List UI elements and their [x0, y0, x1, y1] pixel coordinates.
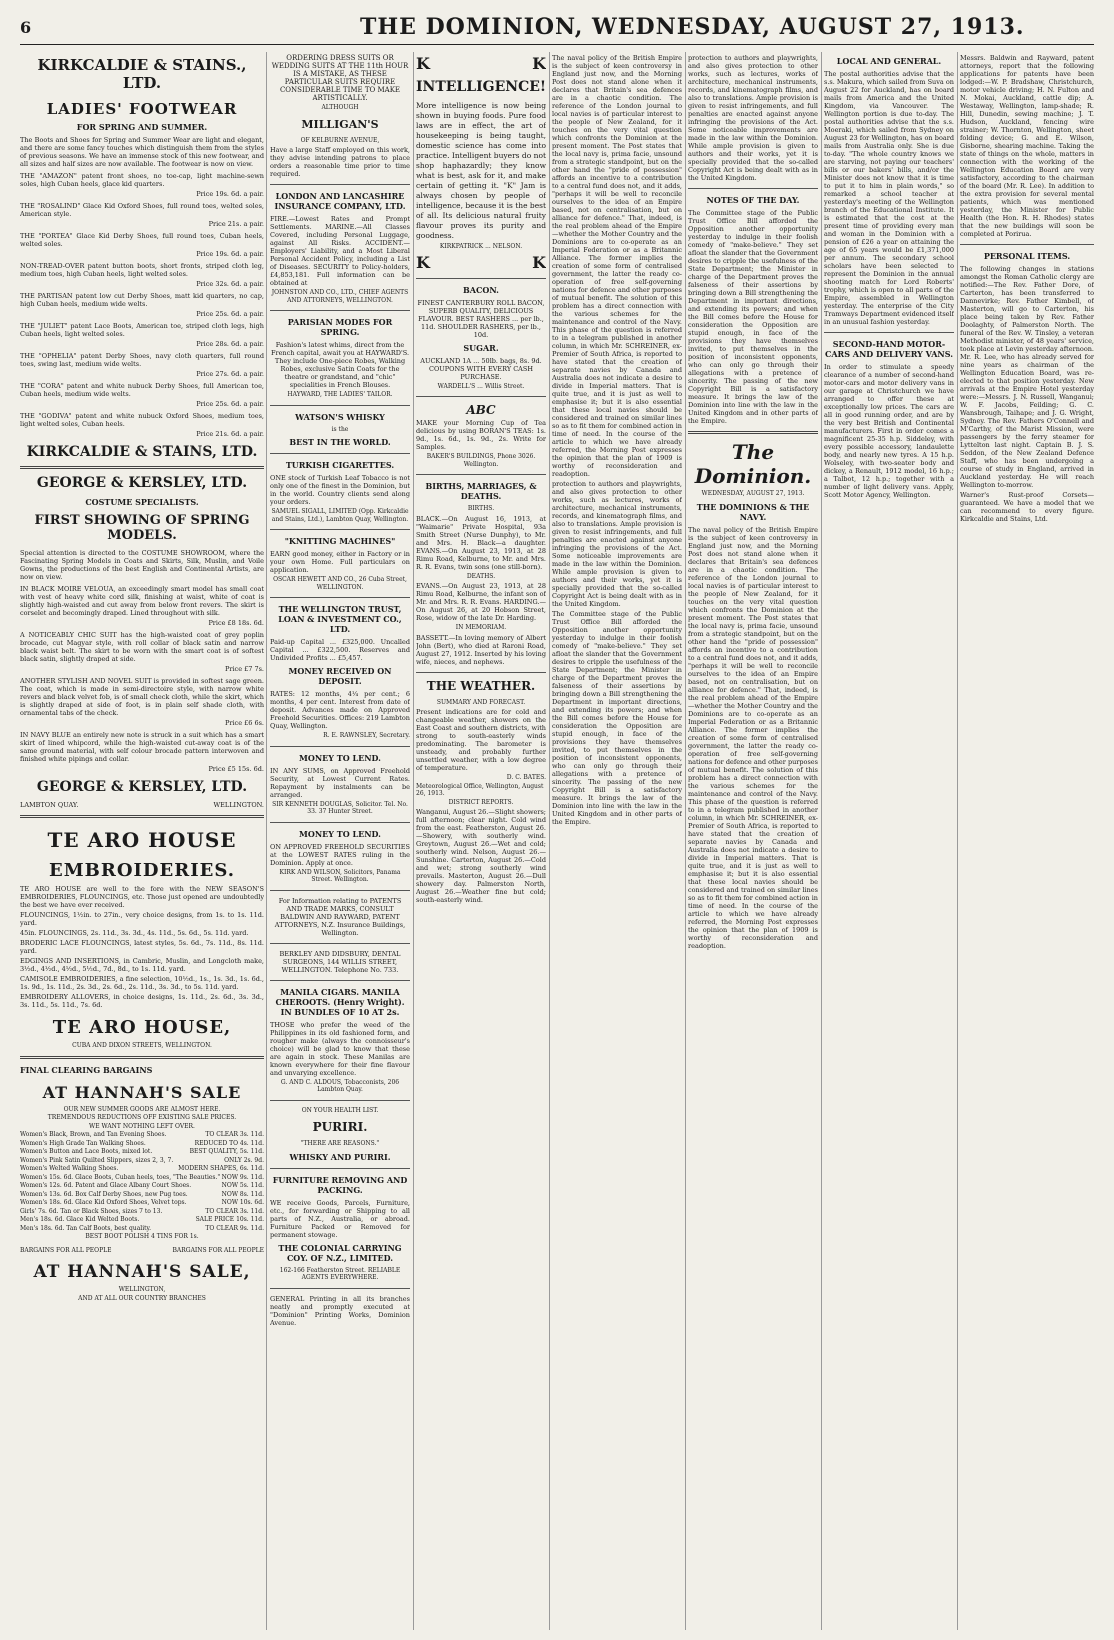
rule: [20, 466, 264, 469]
health-line: ON YOUR HEALTH LIST.: [301, 1106, 379, 1114]
sale-item: Women's 15s. 6d. Glace Boots, Cuban heels, toes, "The Beauties." NOW 9s. 11d.: [20, 1173, 264, 1181]
te-aro-intro: TE ARO HOUSE are well to the fore with the NEW SEASON'S EMBROIDERIES, FLOUNCINGS, etc. Those just opened are undoubtedly the best we have ever received.: [20, 885, 264, 909]
deaths-heading: DEATHS.: [466, 572, 496, 580]
memoriam-heading: IN MEMORIAM.: [455, 624, 507, 631]
advertising-column: [20, 52, 264, 1630]
parisian-body: Fashion's latest whims, direct from the French capital, await you at HAYWARD'S. They include One-piece Robes, Walking Robes, exclusive Satin Coats for the theatre or grandstand, and "chic" specialities in French Blouses.: [270, 341, 410, 389]
district-body: Wanganui, August 26.—Slight showers; full afternoon; clear night. Cold wind from the east. Featherston, August 26.—Showery, with southerly wind. Greytown, August 26.—Wet and cold; southerly wind. Nelson, August 26.—Sunshine. Carterton, August 26.—Cold and wet; strong southerly wind prevails. Masterton, August 26.—Dull showery day. Palmerston North, August 26.—Weather fine but cold; south-easterly wind.: [416, 808, 546, 904]
news-column: [552, 52, 682, 1630]
rule: [688, 188, 818, 189]
embroidery-item: CAMISOLE EMBROIDERIES, a fine selection, 10½d., 1s., 1s. 3d., 1s. 6d., 1s. 9d., 1s. 11d., 2s. 3d., 2s. 6d., 2s. 11d., 3s. 3d., to 5s. 11d. yard.: [20, 975, 264, 991]
hannah-sub: WE WANT NOTHING LEFT OVER.: [89, 1122, 195, 1130]
rule: [270, 405, 410, 406]
rawnsley-name: R. E. RAWNSLEY, Secretary.: [323, 732, 410, 739]
motor-heading: SECOND-HAND MOTOR-CARS AND DELIVERY VANS.: [824, 339, 953, 359]
george-kersley-footer: GEORGE & KERSLEY, LTD.: [36, 779, 248, 795]
bmd-heading: BIRTHS, MARRIAGES, & DEATHS.: [425, 481, 537, 501]
column-divider: [549, 52, 550, 1630]
personal-body: The following changes in stations amongst the Roman Catholic clergy are notified:—The Rev. Father Dore, of Carterton, has been transferred to Dannevirke; Rev. Father Kimbell, of Masterton, will go to Carterton, his place being taken by Rev. Father Doolaghty, of Palmerston North. The funeral of the Rev. W. Tinsley, a veteran Methodist minister, of 48 years' service, took place at Levin yesterday afternoon. Mr. R. Lee, who has already served for nine years as chairman of the Wellington Education Board, was re-elected to that position yesterday. New arrivals at the Empire Hotel yesterday were:—Messrs. J. N. Russell, Wanganui; W. F. Jacobs, Feilding; G. C. Wansbrough, Taihape; and J. G. Wright, Sydney. The Rev. Fathers O'Connell and M'Carthy, of the Marist Mission, were passengers by the ferry steamer for Lyttelton last night. Captain B. J. S. Seddon, of the New Zealand Defence Staff, who has been undergoing a course of study in England, arrived in Auckland yesterday. He will reach Wellington to-morrow.: [960, 265, 1094, 489]
page-number: 6: [20, 18, 32, 37]
hannah-sub: OUR NEW SUMMER GOODS ARE ALMOST HERE.: [63, 1105, 221, 1113]
editorial-column: [688, 52, 818, 1630]
shoe-item: THE "JULIET" patent Lace Boots, American toe, striped cloth legs, high Cuban heels, light welted soles. Price 28s. 6d. a pair.: [20, 322, 264, 348]
sugar-body: AUCKLAND 1A ... 50lb. bags, 8s. 9d. COUPONS WITH EVERY CASH PURCHASE.: [420, 356, 542, 381]
embroidery-item: 45in. FLOUNCINGS, 2s. 11d., 3s. 3d., 4s. 11d., 5s. 6d., 5s. 11d. yard.: [20, 929, 249, 937]
rule: [688, 431, 818, 434]
bacon-body: FINEST CANTERBURY ROLL BACON, SUPERB QUALITY, DELICIOUS FLAVOUR. BEST RASHERS ... per lb., 11d. SHOULDER RASHERS, per lb., 10d.: [417, 298, 545, 339]
watson-best: BEST IN THE WORLD.: [289, 437, 391, 447]
manila-body: THOSE who prefer the weed of the Philippines in its old fashioned form, and rougher make (always the connoisseur's choice) will be glad to know that these are again in stock. These Manilas are known everywhere for their fine flavour and unvarying excellence.: [270, 1020, 410, 1077]
rule: [270, 529, 410, 530]
notes-body: The Committee stage of the Public Trust Office Bill afforded the Opposition another opportunity yesterday to indulge in their foolish comedy of "make-believe." They set afloat the slander that the Government desires to cripple the usefulness of the State Department; the Minister in charge of the Department proves the falseness of their assertions by bringing down a Bill strengthening the Department in important directions, and extending its powers; and when the Bill comes before the House for consideration the Opposition are stupid enough, in face of the provisions they have themselves invited, to put themselves in the position of inconsistent opponents, who can only go through their allegations with a pretence of sincerity. The passing of the new Copyright Bill is a satisfactory measure. It brings the law of the Dominion into line with the law in the United Kingdom and in other parts of the Empire.: [688, 209, 818, 425]
hannah-city: WELLINGTON,: [118, 1286, 166, 1293]
hewett-name: OSCAR HEWETT AND CO., 26 Cuba Street, WELLINGTON.: [273, 576, 407, 591]
embroidery-item: EDGINGS AND INSERTIONS, in Cambric, Muslin, and Longcloth make, 3½d., 4½d., 4½d., 5½d., 7d., 8d., to 1s. 11d. yard.: [20, 957, 264, 973]
whisky-puriri: WHISKY AND PURIRI.: [289, 1151, 391, 1162]
shoe-item: THE "GODIVA" patent and white nubuck Oxford Shoes, medium toes, light welted soles, Cuban heels. Price 21s. 6d. a pair.: [20, 412, 264, 438]
bacon-heading: BACON.: [463, 284, 499, 295]
patents-ad: For Information relating to PATENTS AND TRADE MARKS, CONSULT BALDWIN AND RAYWARD, PATENT ATTORNEYS, N.Z. Insurance Buildings, Wellington.: [274, 896, 406, 937]
trust-heading: THE WELLINGTON TRUST, LOAN & INVESTMENT CO., LTD.: [278, 604, 402, 634]
ladies-footwear-heading: LADIES' FOOTWEAR: [46, 100, 238, 118]
first-showing-heading: FIRST SHOWING OF SPRING MODELS.: [34, 513, 250, 543]
tea-body: MAKE your Morning Cup of Tea delicious by using BORAN'S TEAS: 1s. 9d., 1s. 6d., 1s. 9d., 2s. Write for Samples.: [416, 419, 546, 451]
personal-heading: PERSONAL ITEMS.: [983, 251, 1071, 261]
rule: [270, 310, 410, 311]
embroidery-item: EMBROIDERY ALLOVERS, in choice designs, 1s. 11d., 2s. 6d., 3s. 3d., 3s. 11d., 5s. 11d., 7s. 6d.: [20, 993, 264, 1009]
column-divider: [413, 52, 414, 1630]
rule: [416, 396, 546, 397]
classified-column: [270, 52, 410, 1630]
births-heading: BIRTHS.: [467, 505, 495, 512]
aldous-name: G. AND C. ALDOUS, Tobacconists, 206 Lambton Quay.: [280, 1078, 400, 1093]
shoe-item: NON-TREAD-OVER patent button boots, short fronts, striped cloth leg, medium toes, high Cuban heels, light welted soles. Price 32s. 6d. a pair.: [20, 262, 264, 288]
jam-ad-column: [416, 52, 546, 1630]
rule: [416, 474, 546, 475]
meteo-office: Meteorological Office, Wellington, August 26, 1913.: [416, 782, 544, 797]
k-brand-row: K K: [416, 252, 546, 272]
wardell-name: WARDELL'S ... Willis Street.: [437, 382, 525, 390]
money-body: IN ANY SUMS, on Approved Freehold Security, at Lowest Current Rates. Repayment by instalments can be arranged.: [270, 766, 410, 799]
deaths-body: EVANS.—On August 23, 1913, at 28 Rimu Road, Kelburne, the infant son of Mr. and Mrs. R. R. Evans. HARDING.—On August 26, at 20 Hobson Street, Rose, widow of the late Dr. Harding.: [416, 582, 546, 622]
news-text: The Committee stage of the Public Trust Office Bill afforded the Opposition another opportunity yesterday to indulge in their foolish comedy of "make-believe." They set afloat the slander that the Government desires to cripple the usefulness of the State Department; the Minister in charge of the Department proves the falseness of their assertions by bringing down a Bill strengthening the Department in important directions, and extending its powers; and when the Bill comes before the House for consideration the Opposition are stupid enough, in face of the provisions they have themselves invited, to put themselves in the position of inconsistent opponents, who can only go through their allegations with a pretence of sincerity. The passing of the new Copyright Bill is a satisfactory measure. It brings the law of the Dominion into line with the law in the United Kingdom and in other parts of the Empire.: [552, 610, 682, 826]
trust-body: Paid-up Capital ... £325,000. Uncalled Capital ... £322,500. Reserves and Undivided Profits ... £5,457.: [270, 638, 410, 662]
leader-heading: THE DOMINIONS & THE NAVY.: [696, 501, 810, 522]
puriri-heading: PURIRI.: [312, 1120, 368, 1134]
column-divider: [685, 52, 686, 1630]
births-body: BLACK.—On August 16, 1913, at "Waimarie" Private Hospital, 93a Smith Street (Nurse Dunphy), to Mr. and Mrs. H. Black—a daughter. EVANS.—On August 23, 1913, at 28 Rimu Road, Kelburne, to Mr. and Mrs. R. R. Evans, twin sons (one still-born).: [416, 514, 546, 571]
dominion-date: WEDNESDAY, AUGUST 27, 1913.: [701, 490, 805, 497]
kirkpatrick-nelson: KIRKPATRICK ... NELSON.: [439, 243, 523, 250]
sale-item: Women's 13s. 6d. Box Calf Derby Shoes, new Pug toes. NOW 8s. 11d.: [20, 1190, 264, 1198]
milligan-ad: ORDERING DRESS SUITS OR WEDDING SUITS AT THE 11th HOUR IS A MISTAKE, AS THESE PARTICULAR SUITS REQUIRE CONSIDERABLE TIME TO MAKE ARTISTICALLY.: [271, 54, 409, 102]
te-aro-footer: TE ARO HOUSE,: [52, 1017, 232, 1038]
rule: [270, 980, 410, 981]
shoe-item: THE "OPHELIA" patent Derby Shoes, navy cloth quarters, full round toes, swing last, medium wide welts. Price 27s. 6d. a pair.: [20, 352, 264, 378]
sale-item: Women's Black, Brown, and Tan Evening Shoes. TO CLEAR 3s. 11d.: [20, 1131, 264, 1138]
milligan-name: MILLIGAN'S: [301, 117, 379, 131]
knitting-heading: "KNITTING MACHINES": [284, 536, 396, 546]
watson-is: is the: [331, 425, 349, 433]
embroidery-item: FLOUNCINGS, 1½in. to 27in., very choice designs, from 1s. to 1s. 11d. yard.: [20, 911, 264, 927]
london-agents: JOHNSTON AND CO., LTD., CHIEF AGENTS AND ATTORNEYS, WELLINGTON.: [271, 289, 409, 304]
sale-item: Girls' 7s. 6d. Tan or Black Shoes, sizes 7 to 13. TO CLEAR 3s. 11d.: [20, 1207, 264, 1215]
footwear-intro: The Boots and Shoes for Spring and Summer Wear are light and elegant, and there are some fancy touches which distinguish them from the styles of previous seasons. We have an immense stock of this new footwear, and all sizes and half sizes are now available. The footwear is now on view.: [20, 136, 264, 168]
rule: [824, 332, 954, 333]
weather-heading: THE WEATHER.: [426, 678, 536, 693]
colonial-body: 162-166 Featherston Street. RELIABLE AGENTS EVERYWHERE.: [279, 1266, 401, 1281]
rule: [20, 815, 264, 818]
embroidery-item: BRODERIC LACE FLOUNCINGS, latest styles, 5s. 6d., 7s. 11d., 8s. 11d. yard.: [20, 939, 264, 955]
local-general-column: [824, 52, 954, 1630]
turkish-heading: TURKISH CIGARETTES.: [285, 460, 395, 470]
spring-summer-subheading: FOR SPRING AND SUMMER.: [76, 122, 208, 132]
tea-logo-icon: ABC: [466, 403, 496, 417]
boot-polish-line: BEST BOOT POLISH 4 TINS FOR 1s.: [85, 1233, 199, 1240]
memoriam-body: BASSETT.—In loving memory of Albert John (Bert), who died at Raroni Road, August 27, 1912. Inserted by his loving wife, nieces, and nephews.: [416, 633, 546, 666]
george-kersley-heading: GEORGE & KERSLEY, LTD.: [36, 475, 248, 491]
intelligence-heading: INTELLIGENCE!: [416, 79, 546, 95]
gown-item: A NOTICEABLY CHIC SUIT has the high-waisted coat of grey poplin brocade, cut Magyar style, with roll collar of black satin and narrow black waist belt. The skirt to be worn with the smart coat is of softest black satin, slightly draped at side. Price £7 7s.: [20, 631, 264, 673]
printing-ad: GENERAL Printing in all its branches neatly and promptly executed at "Dominion" Printing Works, Dominion Avenue.: [270, 1294, 410, 1327]
milligan-although: ALTHOUGH: [321, 104, 359, 111]
money-heading: MONEY TO LEND.: [299, 752, 381, 763]
header-rule: [20, 44, 1094, 45]
te-aro-address: CUBA AND DIXON STREETS, WELLINGTON.: [72, 1042, 212, 1049]
berkley-ad: BERKLEY AND DIDSBURY, DENTAL SURGEONS, 144 WILLIS STREET, WELLINGTON. Telephone No. 733.: [279, 949, 401, 974]
money-heading: MONEY TO LEND.: [299, 828, 381, 839]
motor-body: In order to stimulate a speedy clearance of a number of second-hand motor-cars and motor delivery vans in our garage at Christchurch we have arranged to offer these at exceptionally low prices. The cars are all in good running order, and are by the very best British and Continental manufacturers. First in order comes a magnificent 25-35 h.p. Siddeley, with every possible accessory, landaulette body, and nearly new tyres. A 15 h.p. Wolseley, with two-seater body and dickey, a Renault, 1912 model, 16 h.p.; a Talbot, 12 h.p.; together with a number of light delivery vans. Apply, Scott Motor Agency, Wellington.: [824, 363, 954, 499]
local-body: The postal authorities advise that the s.s. Makura, which sailed from Suva on August 22 for Auckland, has on board mails from America and the United Kingdom, via Vancouver. The Wellington portion is due to-day. The postal authorities advise that the s.s. Moeraki, which sailed from Sydney on August 23 for Wellington, has on board mails from Australia only. She is due to-day. "The whole country knows we are starving, not paying our teachers' bills or our bakers' bills, and/or the Minister does not know that it is time to put it to him in plain words," so remarked a school teacher at yesterday's meeting of the Wellington branch of the Educational Institute. It is estimated that the cost at the present time of providing every man and woman in the Dominion with a pension of £26 a year on attaining the age of 65 years would be £1,371,000 per annum. The secondary school scholars have been selected to represent the Dominion in the annual shooting match for Lord Roberts' trophy, which is open to all parts of the Empire, assembled in Wellington yesterday. The enterprise of the City Tramways Department evidenced itself in an unusual fashion yesterday.: [824, 70, 954, 326]
gown-item: ANOTHER STYLISH AND NOVEL SUIT is provided in softest sage green. The coat, which is made in semi-directoire style, with narrow white revers and black velvet fob, is of small check cloth, while the skirt, which is slightly draped at side of foot, is in plain self shade cloth, with ornamental tabs of the check. Price £6 6s.: [20, 677, 264, 727]
costume-subheading: COSTUME SPECIALISTS.: [85, 497, 199, 507]
personal-column: [960, 52, 1094, 1630]
final-bargains-heading: FINAL CLEARING BARGAINS: [20, 1064, 153, 1075]
sale-item: Women's 12s. 6d. Patent and Glace Albany Court Shoes. NOW 5s. 11d.: [20, 1182, 264, 1189]
district-heading: DISTRICT REPORTS.: [448, 798, 514, 806]
douglas-name: SIR KENNETH DOUGLAS, Solicitor. Tel. No. 33. 37 Hunter Street.: [272, 800, 408, 815]
rule: [270, 1100, 410, 1101]
column-divider: [957, 52, 958, 1630]
rule: [270, 1288, 410, 1289]
rule: [270, 453, 410, 454]
sigall-name: SAMUEL SIGALL, LIMITED (Opp. Kirkcaldie and Stains, Ltd.), Lambton Quay, Wellington.: [271, 508, 409, 523]
money-body: ON APPROVED FREEHOLD SECURITIES at the LOWEST RATES ruling in the Dominion. Apply at once.: [270, 842, 410, 867]
parisian-heading: PARISIAN MODES FOR SPRING.: [287, 317, 393, 337]
london-heading: LONDON AND LANCASHIRE INSURANCE COMPANY, LTD.: [274, 191, 406, 211]
rule: [270, 1168, 410, 1169]
deposit-heading: MONEY RECEIVED ON DEPOSIT.: [288, 666, 392, 686]
shoe-item: THE "AMAZON" patent front shoes, no toe-cap, light machine-sewn soles, high Cuban heels, glace kid quarters. Price 19s. 6d. a pair.: [20, 172, 264, 198]
editorial-text: protection to authors and playwrights, and also gives protection to other works, such as lectures, works of architecture, mechanical instruments, records, and kinematograph films, and also to translations. Ample provision is given to resist infringements, and full penalties are enacted against anyone infringing the provisions of the Act. Some noticeable improvements are made in the law within the Dominion. While ample provision is given to authors and their works, yet it is specially provided that the so-called Copyright Act is being dealt with as in the United Kingdom.: [688, 54, 818, 182]
rule: [270, 890, 410, 891]
rule: [270, 597, 410, 598]
watson-heading: WATSON'S WHISKY: [295, 411, 385, 422]
reasons-line: "THERE ARE REASONS.": [300, 1140, 380, 1147]
baker-name: BAKER'S BUILDINGS, Phone 3026. Wellington.: [426, 453, 536, 468]
rule: [416, 278, 546, 279]
notes-heading: NOTES OF THE DAY.: [706, 195, 800, 205]
hannah-footer: AT HANNAH'S SALE,: [33, 1262, 251, 1282]
warners-ad: Warner's Rust-proof Corsets—guaranteed. We have a model that we can recommend to every figure. Kirkcaldie and Stains, Ltd.: [960, 491, 1094, 523]
weather-body: Present indications are for cold and changeable weather, showers on the East Coast and southern districts, with strong to south-easterly winds predominating. The barometer is unsteady, and probably further unsettled weather, with a low degree of temperature.: [416, 708, 546, 772]
milligan-address: OF KELBURNE AVENUE,: [300, 136, 380, 144]
gown-item: IN BLACK MOIRE VELOUA, an exceedingly smart model has small coat with vest of heavy white cord silk, finishing at waist, white of coat is slightly high-waisted and cut away from below front revers. The skirt is corselet and becomingly draped. Lined throughout with silk. Price £8 18s. 6d.: [20, 585, 264, 627]
embroideries-heading: EMBROIDERIES.: [49, 860, 235, 881]
rule: [270, 943, 410, 944]
bargains-line: BARGAINS FOR ALL PEOPLE BARGAINS FOR ALL PEOPLE: [20, 1246, 264, 1254]
sale-item: Women's 18s. 6d. Glace Kid Oxford Shoes, Velvet tops. NOW 10s. 6d.: [20, 1199, 264, 1206]
news-text: The naval policy of the British Empire is the subject of keen controversy in England just now, and the Morning Post does not stand alone when it declares that Britain's sea defences are in a chaotic condition. The reference of the London journal to local navies is of particular interest to the people of New Zealand, for it touches on the very vital question which confronts the Dominion at the present moment. The Post states that the local navy is, prima facie, unsound from a strategic standpoint, but on the other hand the "pride of possession" affords an incentive to a contribution to a central fund does not, and it adds, "perhaps it will be well to reconcile ourselves to the idea of an Empire based, not on centralisation, but on alliance for defence." That, indeed, is the real problem ahead of the Empire—whether the Mother Country and the Dominions are to co-operate as an Imperial Federation or as a Britannic Alliance. The former implies the creation of some form of centralised government, the latter the ready co-operation of free self-governing nations for defence and other purposes of mutual benefit. The solution of this problem has a direct connection with the various schemes for the maintenance and control of the Navy. This phase of the question is referred to in a telegram published in another column, in which Mr. SCHREINER, ex-Premier of South Africa, is reported to have stated that the creation of separate navies by Canada and Australia does not indicate a desire to divide in Imperial matters. That is quite true, and it is just as well to emphasise it; but it is also essential that these local navies should be considered and trained on similar lines so as to fit them for combined action in time of need. In the course of the article to which we have already referred, the Morning Post expresses the opinion that the plan of 1909 is worthy of reconsideration and readoption.: [552, 54, 682, 478]
knitting-body: EARN good money, either in Factory or in your own Home. Full particulars on application.: [270, 550, 410, 574]
london-body: FIRE.—Lowest Rates and Prompt Settlements. MARINE.—All Classes Covered, including Personal Luggage, against All Risks. ACCIDENT.—Employers' Liability, and a Most Liberal Personal Accident Policy, including a List of Diseases. SECURITY to Policy-holders, £4,853,181. Full information can be obtained at: [270, 215, 410, 287]
hayward-name: HAYWARD, THE LADIES' TAILOR.: [287, 391, 393, 398]
manila-heading: MANILA CIGARS. MANILA CHEROOTS. (Henry Wright). IN BUNDLES OF 10 AT 2s.: [275, 986, 405, 1017]
shoe-item: THE "CORA" patent and white nubuck Derby Shoes, full American toe, Cuban heels, medium wide welts. Price 25s. 6d. a pair.: [20, 382, 264, 408]
sale-item: Women's High Grade Tan Walking Shoes. REDUCED TO 4s. 11d.: [20, 1139, 264, 1147]
kirk-wilson-name: KIRK AND WILSON, Solicitors, Panama Street. Wellington.: [279, 868, 401, 883]
rule: [960, 244, 1094, 245]
furniture-heading: FURNITURE REMOVING AND PACKING.: [272, 1174, 408, 1195]
gk-intro: Special attention is directed to the COSTUME SHOWROOM, where the Fascinating Spring Models in Coats and Skirts, Silk, Muslin, and Voile Gowns, the productions of the best English and Continental Artists, are now on view.: [20, 549, 264, 581]
rule: [270, 746, 410, 747]
column-divider: [266, 52, 267, 1630]
deposit-body: RATES: 12 months, 4¼ per cent.; 6 months, 4 per cent. Interest from date of deposit. Advances made on Approved Freehold Securities. Offices: 219 Lambton Quay, Wellington.: [270, 690, 410, 730]
colonial-name: THE COLONIAL CARRYING COY. OF N.Z., LIMITED.: [278, 1242, 402, 1263]
hannah-sub: TREMENDOUS REDUCTIONS OFF EXISTING SALE PRICES.: [47, 1114, 237, 1121]
sale-item: Men's 18s. 6d. Glace Kid Welted Boots. SALE PRICE 10s. 11d.: [20, 1216, 264, 1223]
kirkcaldie-footer: KIRKCALDIE & STAINS, LTD.: [26, 444, 258, 460]
bates-name: D. C. BATES.: [506, 774, 546, 781]
column-divider: [821, 52, 822, 1630]
te-aro-heading: TE ARO HOUSE: [47, 828, 237, 852]
sale-item: Men's 18s. 6d. Tan Calf Boots, best quality. TO CLEAR 9s. 11d.: [20, 1224, 264, 1232]
sale-item: Women's Button and Lace Boots, mixed lot. BEST QUALITY, 5s. 11d.: [20, 1148, 264, 1155]
page-header: [0, 0, 1114, 44]
rule: [270, 822, 410, 823]
gk-address: LAMBTON QUAY. WELLINGTON.: [20, 801, 264, 809]
dominion-flag: The Dominion.: [694, 440, 812, 488]
milligan-body: Have a large Staff employed on this work, they advise intending patrons to place orders a reasonable time prior to time required.: [270, 146, 410, 178]
turkish-body: ONE stock of Turkish Leaf Tobacco is not only one of the finest in the Dominion, but in the world. Country clients send along your orders.: [270, 474, 410, 506]
sale-item: Women's Pink Satin Quilted Slippers, sizes 2, 3, 7. ONLY 2s. 9d.: [20, 1156, 264, 1164]
gown-item: IN NAVY BLUE an entirely new note is struck in a suit which has a smart skirt of lined whipcord, while the high-waisted cut-away coat is of the same ground material, with self colour brocade pattern interwoven and finished white pipings and collar. Price £5 15s. 6d.: [20, 731, 264, 773]
local-heading: LOCAL AND GENERAL.: [836, 56, 942, 66]
shoe-item: THE "ROSALIND" Glace Kid Oxford Shoes, full round toes, welted soles, American style. Price 21s. a pair.: [20, 202, 264, 228]
rule: [270, 184, 410, 185]
leader-body: The naval policy of the British Empire is the subject of keen controversy in England just now, and the Morning Post does not stand alone when it declares that Britain's sea defences are in a chaotic condition. The reference of the London journal to local navies is of particular interest to the people of New Zealand, for it touches on the very vital question which confronts the Dominion at the present moment. The Post states that the local navy is, prima facie, unsound from a strategic standpoint, but on the other hand the "pride of possession" affords an incentive to a contribution to a central fund does not, and it adds, "perhaps it will be well to reconcile ourselves to the idea of an Empire based, not on centralisation, but on alliance for defence." That, indeed, is the real problem ahead of the Empire—whether the Mother Country and the Dominions are to co-operate as an Imperial Federation or as a Britannic Alliance. The former implies the creation of some form of centralised government, the latter the ready co-operation of free self-governing nations for defence and other purposes of mutual benefit. The solution of this problem has a direct connection with the various schemes for the maintenance and control of the Navy. This phase of the question is referred to in a telegram published in another column, in which Mr. SCHREINER, ex-Premier of South Africa, is reported to have stated that the creation of separate navies by Canada and Australia does not indicate a desire to divide in Imperial matters. That is quite true, and it is just as well to emphasise it; but it is also essential that these local navies should be considered and trained on similar lines so as to fit them for combined action in time of need. In the course of the article to which we have already referred, the Morning Post expresses the opinion that the plan of 1909 is worthy of reconsideration and readoption.: [688, 525, 818, 950]
news-text: protection to authors and playwrights, and also gives protection to other works, such as lectures, works of architecture, mechanical instruments, records, and kinematograph films, and also to translations. Ample provision is given to resist infringements, and full penalties are enacted against anyone infringing the provisions of the Act. Some noticeable improvements are made in the law within the Dominion. While ample provision is given to authors and their works, yet it is specially provided that the so-called Copyright Act is being dealt with as in the United Kingdom.: [552, 480, 682, 608]
kirkcaldie-heading: KIRKCALDIE & STAINS., LTD.: [37, 56, 247, 92]
rule: [416, 672, 546, 673]
furniture-body: WE receive Goods, Parcels, Furniture, etc., for forwarding or Shipping to all parts of N.Z., Australia, or abroad. Furniture Packed or Removed for permanent stowage.: [270, 1198, 410, 1239]
summary-heading: SUMMARY AND FORECAST.: [436, 698, 526, 706]
hannah-branches: AND AT ALL OUR COUNTRY BRANCHES: [78, 1294, 206, 1302]
k-brand-row: K K: [416, 54, 546, 73]
patents-news: Messrs. Baldwin and Rayward, patent attorneys, report that the following applications for patents have been lodged:—W. P. Bradshaw, Christchurch, motor vehicle driving; H. N. Fulton and N. Mokai, Auckland, cattle dip; A. Westaway, Wellington, lamp-shade; R. Hill, Dunedin, sewing machine; J. T. Hudson, Auckland, fencing wire strainer; W. Thornton, Wellington, sheet folding device; G. and E. Wilson, Gisborne, shearing machine. Taking the state of things on the whole, matters in connection with the working of the Wellington Education Board are very satisfactory, according to the chairman of the board (Mr. R. Lee). In addition to the extra provision for several mental patients, which was mentioned yesterday, the Minister for Public Health (the Hon. R. H. Rhodes) states that the new buildings will soon be completed at Porirua.: [960, 54, 1094, 238]
shoe-item: THE "PORTEA" Glace Kid Derby Shoes, full round toes, Cuban heels, welted soles. Price 19s. 6d. a pair.: [20, 232, 264, 258]
sugar-heading: SUGAR.: [463, 342, 499, 353]
hannah-heading: AT HANNAH'S SALE: [42, 1082, 242, 1102]
sale-item: Women's Welted Walking Shoes. MODERN SHAPES, 6s. 11d.: [20, 1165, 264, 1172]
masthead: THE DOMINION, WEDNESDAY, AUGUST 27, 1913.: [360, 14, 1025, 40]
intelligence-body: More intelligence is now being shown in buying foods. Pure food laws are in effect, the art of housekeeping is being taught, domestic science has come into practice. Intelligent buyers do not shop haphazardly; they know what is best, ask for it, and make certain of getting it. "K" Jam is always chosen by people of intelligence, because it is the best of all. Its delicious natural fruity flavour proves its purity and goodness.: [416, 101, 546, 240]
rule: [20, 1056, 264, 1059]
shoe-item: THE PARTISAN patent low cut Derby Shoes, matt kid quarters, no cap, high Cuban heels, medium wide welts. Price 25s. 6d. a pair.: [20, 292, 264, 318]
